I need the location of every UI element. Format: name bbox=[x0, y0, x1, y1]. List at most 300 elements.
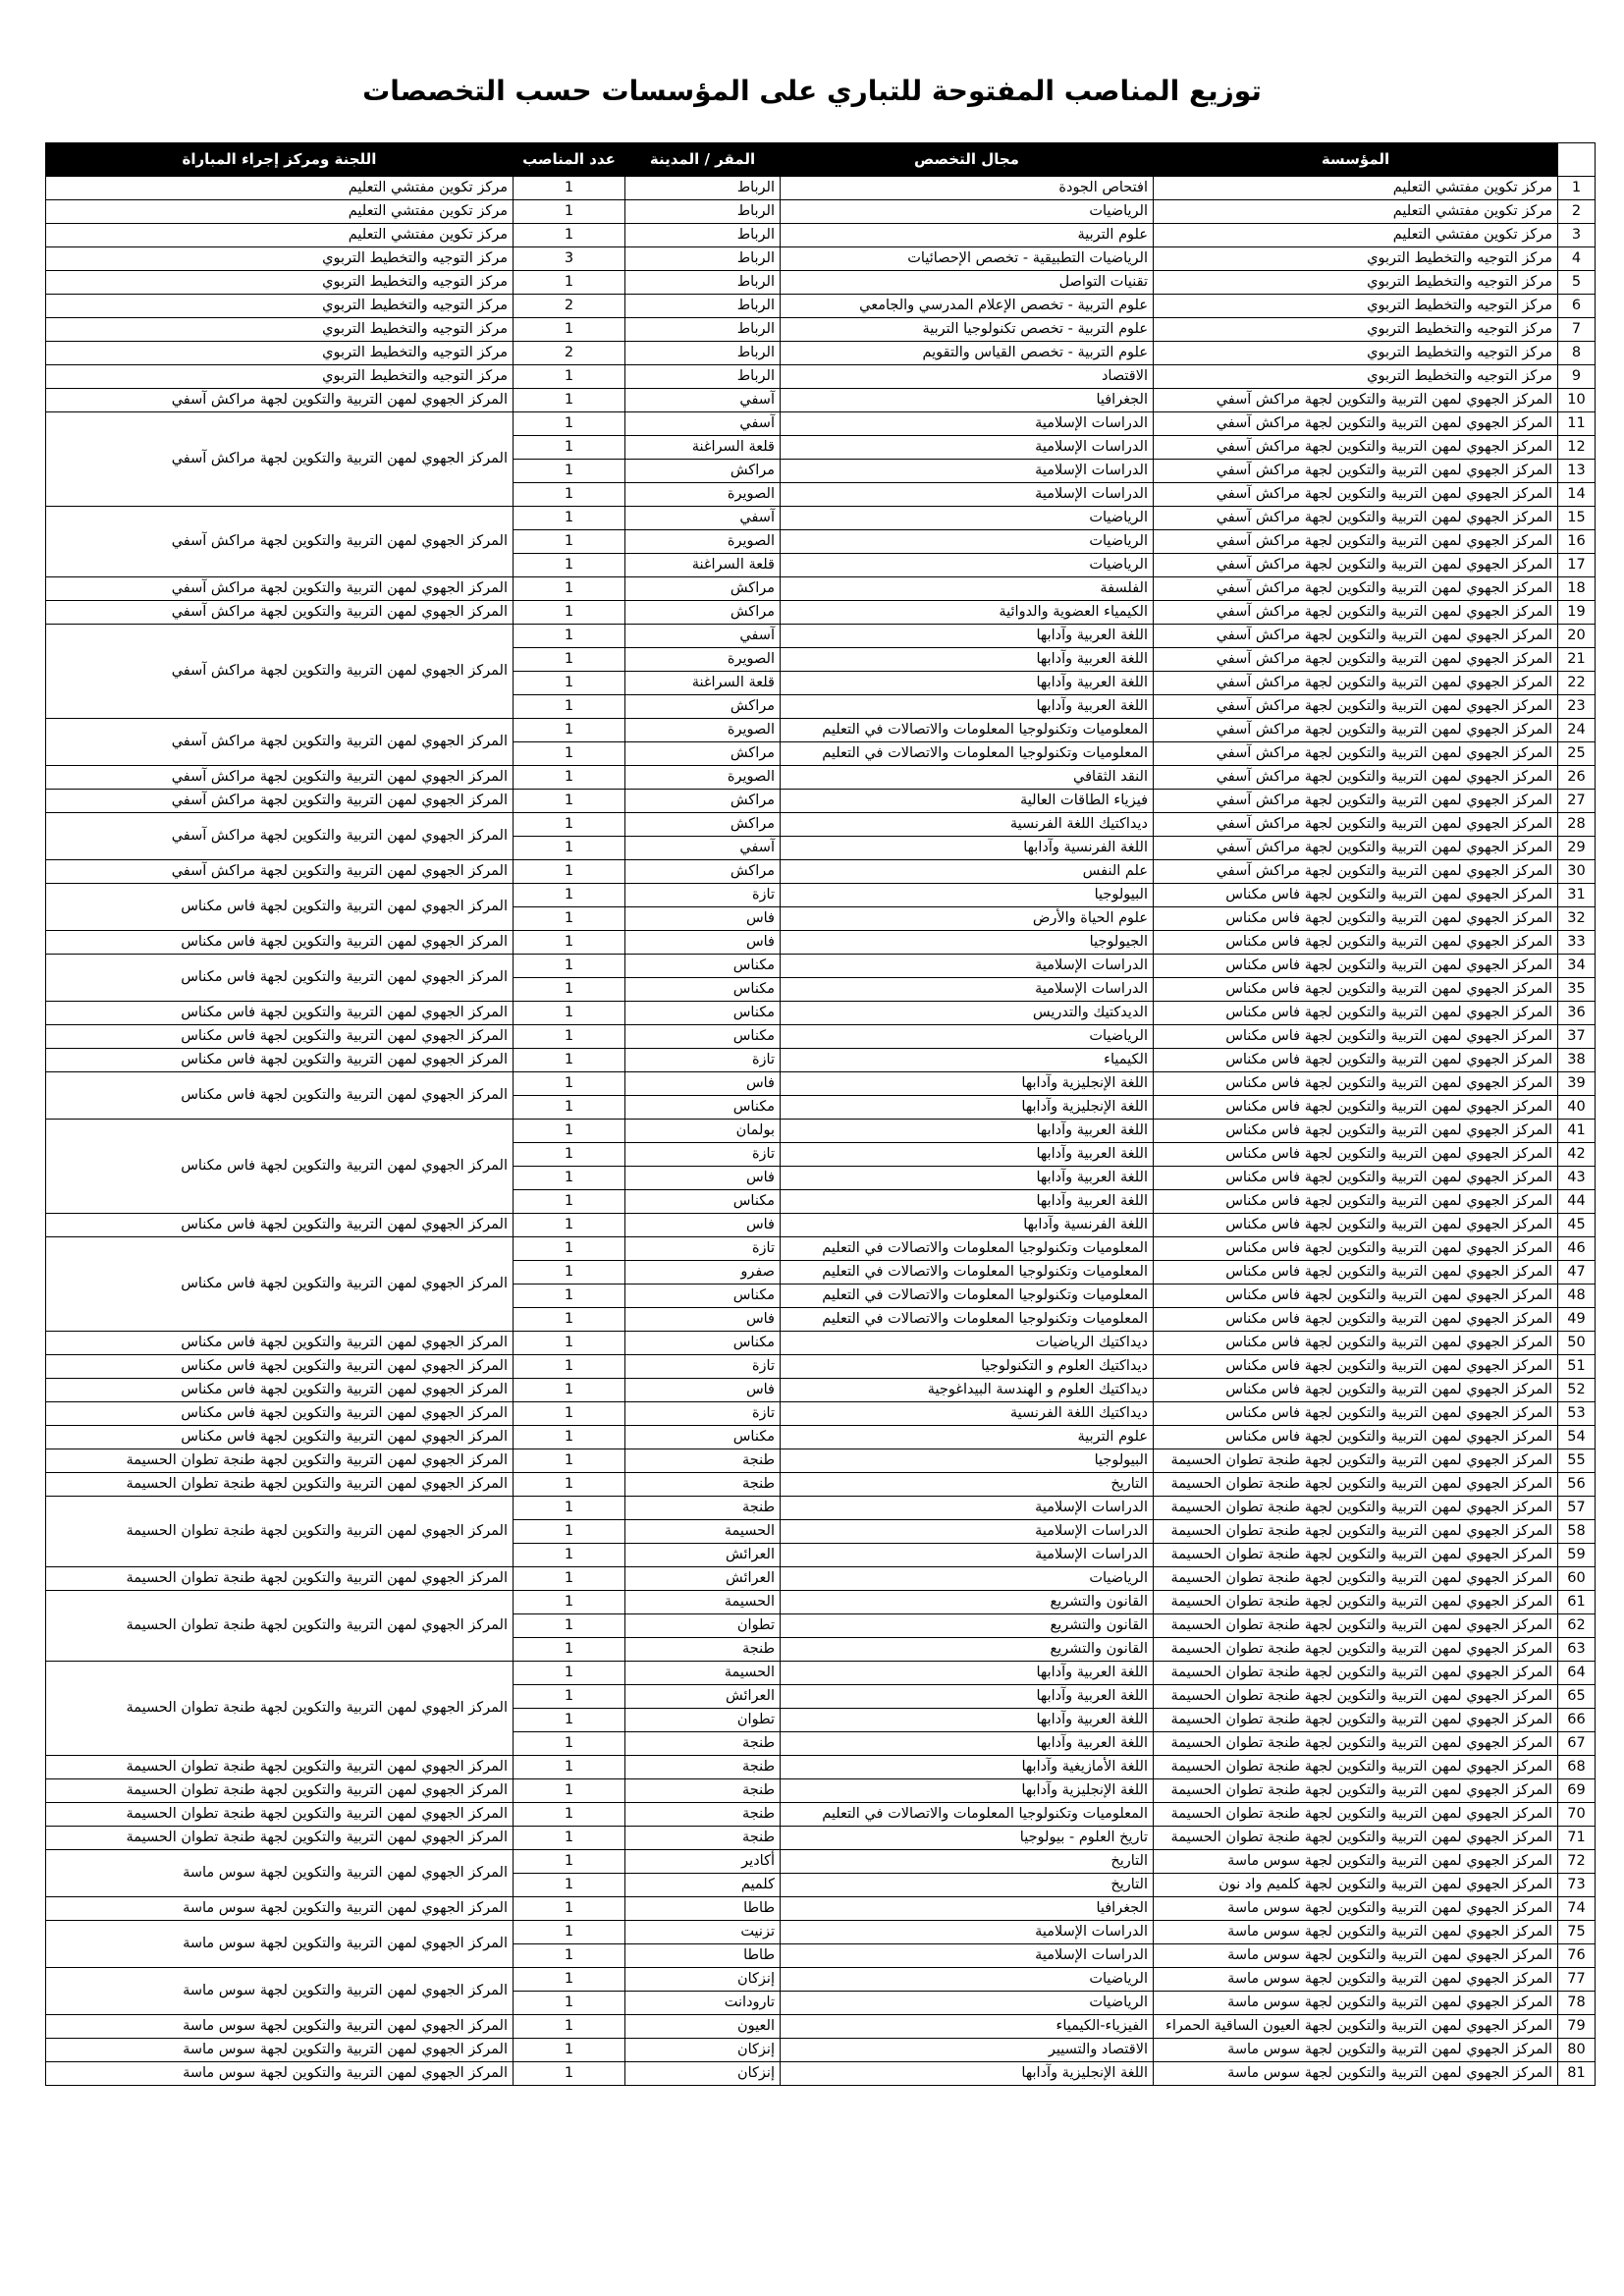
count-cell: 1 bbox=[514, 837, 625, 860]
table-row bbox=[46, 884, 1596, 907]
row-number: 70 bbox=[1558, 1803, 1596, 1827]
institution-cell: المركز الجهوي لمهن التربية والتكوين لجهة فاس مكناس bbox=[1154, 1120, 1558, 1143]
field-cell: الاقتصاد والتسيير bbox=[781, 2039, 1154, 2062]
row-number: 43 bbox=[1558, 1167, 1596, 1190]
institution-cell: المركز الجهوي لمهن التربية والتكوين لجهة مراكش آسفي bbox=[1154, 695, 1558, 719]
institution-cell: المركز الجهوي لمهن التربية والتكوين لجهة مراكش آسفي bbox=[1154, 530, 1558, 554]
city-cell: العرائش bbox=[625, 1685, 781, 1709]
institution-cell: المركز الجهوي لمهن التربية والتكوين لجهة العيون الساقية الحمراء bbox=[1154, 2015, 1558, 2039]
institution-cell: المركز الجهوي لمهن التربية والتكوين لجهة طنجة تطوان الحسيمة bbox=[1154, 1803, 1558, 1827]
field-cell: الكيمياء العضوية والدوائية bbox=[781, 601, 1154, 625]
city-cell: مكناس bbox=[625, 1096, 781, 1120]
institution-cell: المركز الجهوي لمهن التربية والتكوين لجهة سوس ماسة bbox=[1154, 1850, 1558, 1874]
table-row bbox=[46, 790, 1596, 813]
header-number bbox=[1558, 143, 1596, 177]
institution-cell: المركز الجهوي لمهن التربية والتكوين لجهة مراكش آسفي bbox=[1154, 672, 1558, 695]
count-cell: 1 bbox=[514, 1379, 625, 1402]
institution-cell: المركز الجهوي لمهن التربية والتكوين لجهة فاس مكناس bbox=[1154, 1072, 1558, 1096]
institution-cell: المركز الجهوي لمهن التربية والتكوين لجهة مراكش آسفي bbox=[1154, 389, 1558, 412]
row-number: 60 bbox=[1558, 1567, 1596, 1591]
positions-table bbox=[45, 142, 1596, 2086]
committee-cell: المركز الجهوي لمهن التربية والتكوين لجهة مراكش آسفي bbox=[46, 813, 514, 860]
institution-cell: المركز الجهوي لمهن التربية والتكوين لجهة طنجة تطوان الحسيمة bbox=[1154, 1779, 1558, 1803]
row-number: 56 bbox=[1558, 1473, 1596, 1497]
count-cell: 1 bbox=[514, 1520, 625, 1544]
institution-cell: المركز الجهوي لمهن التربية والتكوين لجهة مراكش آسفي bbox=[1154, 790, 1558, 813]
count-cell: 1 bbox=[514, 955, 625, 978]
table-row bbox=[46, 1402, 1596, 1426]
institution-cell: المركز الجهوي لمهن التربية والتكوين لجهة فاس مكناس bbox=[1154, 1426, 1558, 1449]
table-row bbox=[46, 1426, 1596, 1449]
count-cell: 1 bbox=[514, 1850, 625, 1874]
count-cell: 1 bbox=[514, 2062, 625, 2086]
committee-cell: المركز الجهوي لمهن التربية والتكوين لجهة فاس مكناس bbox=[46, 1237, 514, 1332]
committee-cell: مركز التوجيه والتخطيط التربوي bbox=[46, 342, 514, 365]
row-number: 22 bbox=[1558, 672, 1596, 695]
count-cell: 1 bbox=[514, 648, 625, 672]
row-number: 54 bbox=[1558, 1426, 1596, 1449]
city-cell: مراكش bbox=[625, 860, 781, 884]
table-row bbox=[46, 1591, 1596, 1614]
field-cell: الدراسات الإسلامية bbox=[781, 1497, 1154, 1520]
city-cell: الرباط bbox=[625, 318, 781, 342]
row-number: 19 bbox=[1558, 601, 1596, 625]
committee-cell: المركز الجهوي لمهن التربية والتكوين لجهة مراكش آسفي bbox=[46, 625, 514, 719]
table-row bbox=[46, 177, 1596, 200]
institution-cell: مركز تكوين مفتشي التعليم bbox=[1154, 224, 1558, 247]
field-cell: الرياضيات bbox=[781, 507, 1154, 530]
committee-cell: المركز الجهوي لمهن التربية والتكوين لجهة طنجة تطوان الحسيمة bbox=[46, 1473, 514, 1497]
row-number: 81 bbox=[1558, 2062, 1596, 2086]
count-cell: 1 bbox=[514, 224, 625, 247]
institution-cell: المركز الجهوي لمهن التربية والتكوين لجهة فاس مكناس bbox=[1154, 1261, 1558, 1285]
city-cell: طنجة bbox=[625, 1473, 781, 1497]
table-row bbox=[46, 507, 1596, 530]
table-row bbox=[46, 318, 1596, 342]
city-cell: الرباط bbox=[625, 177, 781, 200]
header-committee: اللجنة ومركز إجراء المباراة bbox=[46, 143, 514, 177]
committee-cell: المركز الجهوي لمهن التربية والتكوين لجهة فاس مكناس bbox=[46, 884, 514, 931]
row-number: 3 bbox=[1558, 224, 1596, 247]
committee-cell: المركز الجهوي لمهن التربية والتكوين لجهة طنجة تطوان الحسيمة bbox=[46, 1756, 514, 1779]
count-cell: 1 bbox=[514, 1261, 625, 1285]
count-cell: 1 bbox=[514, 1473, 625, 1497]
field-cell: اللغة العربية وآدابها bbox=[781, 1167, 1154, 1190]
table-row bbox=[46, 860, 1596, 884]
table-row bbox=[46, 813, 1596, 837]
field-cell: اللغة الإنجليزية وآدابها bbox=[781, 2062, 1154, 2086]
count-cell: 1 bbox=[514, 1732, 625, 1756]
committee-cell: مركز التوجيه والتخطيط التربوي bbox=[46, 318, 514, 342]
row-number: 42 bbox=[1558, 1143, 1596, 1167]
count-cell: 1 bbox=[514, 790, 625, 813]
table-row bbox=[46, 1567, 1596, 1591]
committee-cell: المركز الجهوي لمهن التربية والتكوين لجهة طنجة تطوان الحسيمة bbox=[46, 1591, 514, 1662]
institution-cell: المركز الجهوي لمهن التربية والتكوين لجهة طنجة تطوان الحسيمة bbox=[1154, 1520, 1558, 1544]
count-cell: 1 bbox=[514, 1332, 625, 1355]
field-cell: افتحاص الجودة bbox=[781, 177, 1154, 200]
institution-cell: المركز الجهوي لمهن التربية والتكوين لجهة سوس ماسة bbox=[1154, 1921, 1558, 1944]
count-cell: 1 bbox=[514, 2039, 625, 2062]
count-cell: 1 bbox=[514, 1944, 625, 1968]
row-number: 67 bbox=[1558, 1732, 1596, 1756]
table-row bbox=[46, 1332, 1596, 1355]
committee-cell: المركز الجهوي لمهن التربية والتكوين لجهة سوس ماسة bbox=[46, 1850, 514, 1897]
row-number: 78 bbox=[1558, 1992, 1596, 2015]
row-number: 37 bbox=[1558, 1025, 1596, 1049]
institution-cell: المركز الجهوي لمهن التربية والتكوين لجهة طنجة تطوان الحسيمة bbox=[1154, 1827, 1558, 1850]
count-cell: 1 bbox=[514, 1992, 625, 2015]
city-cell: مكناس bbox=[625, 1190, 781, 1214]
table-row bbox=[46, 1025, 1596, 1049]
city-cell: الصويرة bbox=[625, 766, 781, 790]
count-cell: 1 bbox=[514, 1968, 625, 1992]
city-cell: طنجة bbox=[625, 1732, 781, 1756]
table-row bbox=[46, 1850, 1596, 1874]
field-cell: الدراسات الإسلامية bbox=[781, 955, 1154, 978]
city-cell: العرائش bbox=[625, 1567, 781, 1591]
city-cell: طاطا bbox=[625, 1897, 781, 1921]
count-cell: 1 bbox=[514, 1897, 625, 1921]
row-number: 63 bbox=[1558, 1638, 1596, 1662]
field-cell: المعلوميات وتكنولوجيا المعلومات والاتصالات في التعليم bbox=[781, 742, 1154, 766]
institution-cell: المركز الجهوي لمهن التربية والتكوين لجهة مراكش آسفي bbox=[1154, 625, 1558, 648]
field-cell: الفلسفة bbox=[781, 577, 1154, 601]
row-number: 13 bbox=[1558, 460, 1596, 483]
committee-cell: المركز الجهوي لمهن التربية والتكوين لجهة مراكش آسفي bbox=[46, 507, 514, 577]
row-number: 34 bbox=[1558, 955, 1596, 978]
field-cell: الرياضيات التطبيقية - تخصص الإحصائيات bbox=[781, 247, 1154, 271]
institution-cell: المركز الجهوي لمهن التربية والتكوين لجهة طنجة تطوان الحسيمة bbox=[1154, 1497, 1558, 1520]
count-cell: 1 bbox=[514, 1096, 625, 1120]
field-cell: اللغة الإنجليزية وآدابها bbox=[781, 1072, 1154, 1096]
city-cell: فاس bbox=[625, 931, 781, 955]
institution-cell: المركز الجهوي لمهن التربية والتكوين لجهة سوس ماسة bbox=[1154, 1944, 1558, 1968]
count-cell: 1 bbox=[514, 1567, 625, 1591]
field-cell: اللغة الإنجليزية وآدابها bbox=[781, 1096, 1154, 1120]
row-number: 8 bbox=[1558, 342, 1596, 365]
city-cell: فاس bbox=[625, 1167, 781, 1190]
city-cell: مكناس bbox=[625, 1426, 781, 1449]
row-number: 18 bbox=[1558, 577, 1596, 601]
row-number: 36 bbox=[1558, 1002, 1596, 1025]
table-row bbox=[46, 1827, 1596, 1850]
committee-cell: المركز الجهوي لمهن التربية والتكوين لجهة فاس مكناس bbox=[46, 1379, 514, 1402]
city-cell: مراكش bbox=[625, 577, 781, 601]
institution-cell: المركز الجهوي لمهن التربية والتكوين لجهة فاس مكناس bbox=[1154, 1025, 1558, 1049]
institution-cell: المركز الجهوي لمهن التربية والتكوين لجهة سوس ماسة bbox=[1154, 1968, 1558, 1992]
city-cell: آسفي bbox=[625, 389, 781, 412]
row-number: 29 bbox=[1558, 837, 1596, 860]
field-cell: اللغة العربية وآدابها bbox=[781, 695, 1154, 719]
row-number: 47 bbox=[1558, 1261, 1596, 1285]
field-cell: الدراسات الإسلامية bbox=[781, 460, 1154, 483]
table-row bbox=[46, 719, 1596, 742]
field-cell: اللغة الأمازيغية وآدابها bbox=[781, 1756, 1154, 1779]
row-number: 53 bbox=[1558, 1402, 1596, 1426]
field-cell: اللغة العربية وآدابها bbox=[781, 1190, 1154, 1214]
city-cell: بولمان bbox=[625, 1120, 781, 1143]
field-cell: الرياضيات bbox=[781, 1025, 1154, 1049]
count-cell: 1 bbox=[514, 695, 625, 719]
city-cell: مكناس bbox=[625, 1332, 781, 1355]
table-row bbox=[46, 1120, 1596, 1143]
count-cell: 1 bbox=[514, 507, 625, 530]
city-cell: مراكش bbox=[625, 742, 781, 766]
city-cell: تازة bbox=[625, 1237, 781, 1261]
institution-cell: المركز الجهوي لمهن التربية والتكوين لجهة فاس مكناس bbox=[1154, 1049, 1558, 1072]
count-cell: 1 bbox=[514, 978, 625, 1002]
count-cell: 3 bbox=[514, 247, 625, 271]
field-cell: الدراسات الإسلامية bbox=[781, 1520, 1154, 1544]
field-cell: الكيمياء bbox=[781, 1049, 1154, 1072]
field-cell: اللغة العربية وآدابها bbox=[781, 625, 1154, 648]
count-cell: 1 bbox=[514, 365, 625, 389]
count-cell: 1 bbox=[514, 200, 625, 224]
city-cell: طنجة bbox=[625, 1449, 781, 1473]
committee-cell: المركز الجهوي لمهن التربية والتكوين لجهة طنجة تطوان الحسيمة bbox=[46, 1779, 514, 1803]
count-cell: 1 bbox=[514, 530, 625, 554]
city-cell: طنجة bbox=[625, 1756, 781, 1779]
field-cell: المعلوميات وتكنولوجيا المعلومات والاتصالات في التعليم bbox=[781, 1261, 1154, 1285]
committee-cell: المركز الجهوي لمهن التربية والتكوين لجهة سوس ماسة bbox=[46, 1968, 514, 2015]
institution-cell: المركز الجهوي لمهن التربية والتكوين لجهة فاس مكناس bbox=[1154, 1402, 1558, 1426]
field-cell: اللغة العربية وآدابها bbox=[781, 1120, 1154, 1143]
city-cell: تازة bbox=[625, 1049, 781, 1072]
row-number: 17 bbox=[1558, 554, 1596, 577]
count-cell: 1 bbox=[514, 436, 625, 460]
city-cell: العرائش bbox=[625, 1544, 781, 1567]
row-number: 69 bbox=[1558, 1779, 1596, 1803]
table-row bbox=[46, 577, 1596, 601]
institution-cell: المركز الجهوي لمهن التربية والتكوين لجهة طنجة تطوان الحسيمة bbox=[1154, 1732, 1558, 1756]
committee-cell: المركز الجهوي لمهن التربية والتكوين لجهة مراكش آسفي bbox=[46, 412, 514, 507]
city-cell: طنجة bbox=[625, 1638, 781, 1662]
city-cell: تازة bbox=[625, 884, 781, 907]
institution-cell: المركز الجهوي لمهن التربية والتكوين لجهة طنجة تطوان الحسيمة bbox=[1154, 1614, 1558, 1638]
institution-cell: المركز الجهوي لمهن التربية والتكوين لجهة سوس ماسة bbox=[1154, 1992, 1558, 2015]
table-row bbox=[46, 1237, 1596, 1261]
city-cell: الحسيمة bbox=[625, 1662, 781, 1685]
row-number: 61 bbox=[1558, 1591, 1596, 1614]
city-cell: الرباط bbox=[625, 247, 781, 271]
count-cell: 1 bbox=[514, 601, 625, 625]
committee-cell: المركز الجهوي لمهن التربية والتكوين لجهة مراكش آسفي bbox=[46, 766, 514, 790]
committee-cell: المركز الجهوي لمهن التربية والتكوين لجهة سوس ماسة bbox=[46, 1921, 514, 1968]
table-row bbox=[46, 365, 1596, 389]
committee-cell: المركز الجهوي لمهن التربية والتكوين لجهة فاس مكناس bbox=[46, 1049, 514, 1072]
city-cell: قلعة السراغنة bbox=[625, 672, 781, 695]
row-number: 62 bbox=[1558, 1614, 1596, 1638]
city-cell: إنزكان bbox=[625, 2039, 781, 2062]
committee-cell: المركز الجهوي لمهن التربية والتكوين لجهة مراكش آسفي bbox=[46, 577, 514, 601]
committee-cell: المركز الجهوي لمهن التربية والتكوين لجهة فاس مكناس bbox=[46, 1214, 514, 1237]
institution-cell: المركز الجهوي لمهن التربية والتكوين لجهة مراكش آسفي bbox=[1154, 742, 1558, 766]
table-row bbox=[46, 1473, 1596, 1497]
institution-cell: المركز الجهوي لمهن التربية والتكوين لجهة طنجة تطوان الحسيمة bbox=[1154, 1685, 1558, 1709]
row-number: 44 bbox=[1558, 1190, 1596, 1214]
count-cell: 1 bbox=[514, 177, 625, 200]
row-number: 65 bbox=[1558, 1685, 1596, 1709]
city-cell: مراكش bbox=[625, 813, 781, 837]
table-body bbox=[46, 177, 1596, 2086]
field-cell: البيولوجيا bbox=[781, 884, 1154, 907]
city-cell: آسفي bbox=[625, 625, 781, 648]
count-cell: 1 bbox=[514, 1072, 625, 1096]
row-number: 21 bbox=[1558, 648, 1596, 672]
institution-cell: المركز الجهوي لمهن التربية والتكوين لجهة فاس مكناس bbox=[1154, 907, 1558, 931]
city-cell: طنجة bbox=[625, 1827, 781, 1850]
committee-cell: المركز الجهوي لمهن التربية والتكوين لجهة طنجة تطوان الحسيمة bbox=[46, 1567, 514, 1591]
count-cell: 1 bbox=[514, 554, 625, 577]
field-cell: الرياضيات bbox=[781, 1567, 1154, 1591]
institution-cell: المركز الجهوي لمهن التربية والتكوين لجهة فاس مكناس bbox=[1154, 978, 1558, 1002]
count-cell: 1 bbox=[514, 1709, 625, 1732]
institution-cell: المركز الجهوي لمهن التربية والتكوين لجهة طنجة تطوان الحسيمة bbox=[1154, 1756, 1558, 1779]
committee-cell: المركز الجهوي لمهن التربية والتكوين لجهة مراكش آسفي bbox=[46, 719, 514, 766]
institution-cell: المركز الجهوي لمهن التربية والتكوين لجهة طنجة تطوان الحسيمة bbox=[1154, 1449, 1558, 1473]
institution-cell: المركز الجهوي لمهن التربية والتكوين لجهة فاس مكناس bbox=[1154, 1190, 1558, 1214]
count-cell: 1 bbox=[514, 884, 625, 907]
city-cell: الرباط bbox=[625, 365, 781, 389]
field-cell: ديداكتيك العلوم و الهندسة البيداغوجية bbox=[781, 1379, 1154, 1402]
table-row bbox=[46, 625, 1596, 648]
committee-cell: المركز الجهوي لمهن التربية والتكوين لجهة سوس ماسة bbox=[46, 2015, 514, 2039]
row-number: 33 bbox=[1558, 931, 1596, 955]
table-row bbox=[46, 1897, 1596, 1921]
city-cell: الحسيمة bbox=[625, 1591, 781, 1614]
row-number: 15 bbox=[1558, 507, 1596, 530]
count-cell: 1 bbox=[514, 719, 625, 742]
header-field: مجال التخصص bbox=[781, 143, 1154, 177]
count-cell: 1 bbox=[514, 2015, 625, 2039]
row-number: 39 bbox=[1558, 1072, 1596, 1096]
row-number: 75 bbox=[1558, 1921, 1596, 1944]
field-cell: اللغة العربية وآدابها bbox=[781, 1732, 1154, 1756]
committee-cell: المركز الجهوي لمهن التربية والتكوين لجهة فاس مكناس bbox=[46, 1120, 514, 1214]
institution-cell: المركز الجهوي لمهن التربية والتكوين لجهة مراكش آسفي bbox=[1154, 837, 1558, 860]
city-cell: قلعة السراغنة bbox=[625, 436, 781, 460]
table-row bbox=[46, 2039, 1596, 2062]
table-row bbox=[46, 1214, 1596, 1237]
committee-cell: المركز الجهوي لمهن التربية والتكوين لجهة فاس مكناس bbox=[46, 1426, 514, 1449]
field-cell: الدراسات الإسلامية bbox=[781, 1544, 1154, 1567]
row-number: 59 bbox=[1558, 1544, 1596, 1567]
field-cell: اللغة الفرنسية وآدابها bbox=[781, 1214, 1154, 1237]
field-cell: علوم التربية - تخصص تكنولوجيا التربية bbox=[781, 318, 1154, 342]
institution-cell: المركز الجهوي لمهن التربية والتكوين لجهة مراكش آسفي bbox=[1154, 813, 1558, 837]
institution-cell: المركز الجهوي لمهن التربية والتكوين لجهة فاس مكناس bbox=[1154, 1355, 1558, 1379]
row-number: 55 bbox=[1558, 1449, 1596, 1473]
city-cell: تازة bbox=[625, 1143, 781, 1167]
count-cell: 1 bbox=[514, 931, 625, 955]
city-cell: فاس bbox=[625, 1072, 781, 1096]
header-institution: المؤسسة bbox=[1154, 143, 1558, 177]
field-cell: اللغة العربية وآدابها bbox=[781, 648, 1154, 672]
field-cell: علم النفس bbox=[781, 860, 1154, 884]
city-cell: مكناس bbox=[625, 1025, 781, 1049]
table-row bbox=[46, 1072, 1596, 1096]
row-number: 46 bbox=[1558, 1237, 1596, 1261]
committee-cell: المركز الجهوي لمهن التربية والتكوين لجهة فاس مكناس bbox=[46, 1355, 514, 1379]
committee-cell: المركز الجهوي لمهن التربية والتكوين لجهة طنجة تطوان الحسيمة bbox=[46, 1497, 514, 1567]
table-row bbox=[46, 295, 1596, 318]
institution-cell: المركز الجهوي لمهن التربية والتكوين لجهة مراكش آسفي bbox=[1154, 766, 1558, 790]
field-cell: الرياضيات bbox=[781, 530, 1154, 554]
institution-cell: المركز الجهوي لمهن التربية والتكوين لجهة طنجة تطوان الحسيمة bbox=[1154, 1591, 1558, 1614]
count-cell: 1 bbox=[514, 412, 625, 436]
city-cell: آسفي bbox=[625, 507, 781, 530]
city-cell: إنزكان bbox=[625, 2062, 781, 2086]
count-cell: 1 bbox=[514, 1591, 625, 1614]
count-cell: 1 bbox=[514, 1402, 625, 1426]
committee-cell: المركز الجهوي لمهن التربية والتكوين لجهة طنجة تطوان الحسيمة bbox=[46, 1449, 514, 1473]
row-number: 50 bbox=[1558, 1332, 1596, 1355]
city-cell: العيون bbox=[625, 2015, 781, 2039]
institution-cell: المركز الجهوي لمهن التربية والتكوين لجهة مراكش آسفي bbox=[1154, 577, 1558, 601]
committee-cell: المركز الجهوي لمهن التربية والتكوين لجهة فاس مكناس bbox=[46, 1332, 514, 1355]
field-cell: ديداكتيك العلوم و التكنولوجيا bbox=[781, 1355, 1154, 1379]
city-cell: الصويرة bbox=[625, 483, 781, 507]
field-cell: فيزياء الطاقات العالية bbox=[781, 790, 1154, 813]
field-cell: علوم التربية bbox=[781, 224, 1154, 247]
committee-cell: مركز تكوين مفتشي التعليم bbox=[46, 177, 514, 200]
table-row bbox=[46, 1803, 1596, 1827]
count-cell: 1 bbox=[514, 1827, 625, 1850]
city-cell: فاس bbox=[625, 1379, 781, 1402]
row-number: 20 bbox=[1558, 625, 1596, 648]
count-cell: 2 bbox=[514, 295, 625, 318]
field-cell: اللغة العربية وآدابها bbox=[781, 1143, 1154, 1167]
field-cell: النقد الثقافي bbox=[781, 766, 1154, 790]
count-cell: 1 bbox=[514, 389, 625, 412]
row-number: 10 bbox=[1558, 389, 1596, 412]
field-cell: الديدكتيك والتدريس bbox=[781, 1002, 1154, 1025]
city-cell: تطوان bbox=[625, 1614, 781, 1638]
city-cell: مكناس bbox=[625, 1002, 781, 1025]
row-number: 80 bbox=[1558, 2039, 1596, 2062]
count-cell: 1 bbox=[514, 1874, 625, 1897]
table-row bbox=[46, 1449, 1596, 1473]
table-row bbox=[46, 1379, 1596, 1402]
count-cell: 1 bbox=[514, 577, 625, 601]
table-row bbox=[46, 342, 1596, 365]
row-number: 77 bbox=[1558, 1968, 1596, 1992]
table-row bbox=[46, 2062, 1596, 2086]
field-cell: الدراسات الإسلامية bbox=[781, 1921, 1154, 1944]
row-number: 79 bbox=[1558, 2015, 1596, 2039]
row-number: 57 bbox=[1558, 1497, 1596, 1520]
field-cell: ديداكتيك اللغة الفرنسية bbox=[781, 1402, 1154, 1426]
city-cell: مكناس bbox=[625, 955, 781, 978]
committee-cell: المركز الجهوي لمهن التربية والتكوين لجهة مراكش آسفي bbox=[46, 601, 514, 625]
row-number: 6 bbox=[1558, 295, 1596, 318]
table-row bbox=[46, 955, 1596, 978]
institution-cell: المركز الجهوي لمهن التربية والتكوين لجهة فاس مكناس bbox=[1154, 1308, 1558, 1332]
field-cell: الجيولوجيا bbox=[781, 931, 1154, 955]
city-cell: تارودانت bbox=[625, 1992, 781, 2015]
institution-cell: مركز التوجيه والتخطيط التربوي bbox=[1154, 271, 1558, 295]
count-cell: 1 bbox=[514, 1685, 625, 1709]
count-cell: 1 bbox=[514, 1237, 625, 1261]
row-number: 58 bbox=[1558, 1520, 1596, 1544]
committee-cell: المركز الجهوي لمهن التربية والتكوين لجهة فاس مكناس bbox=[46, 1002, 514, 1025]
institution-cell: مركز التوجيه والتخطيط التربوي bbox=[1154, 365, 1558, 389]
city-cell: قلعة السراغنة bbox=[625, 554, 781, 577]
institution-cell: المركز الجهوي لمهن التربية والتكوين لجهة فاس مكناس bbox=[1154, 1379, 1558, 1402]
row-number: 38 bbox=[1558, 1049, 1596, 1072]
table-row bbox=[46, 1049, 1596, 1072]
